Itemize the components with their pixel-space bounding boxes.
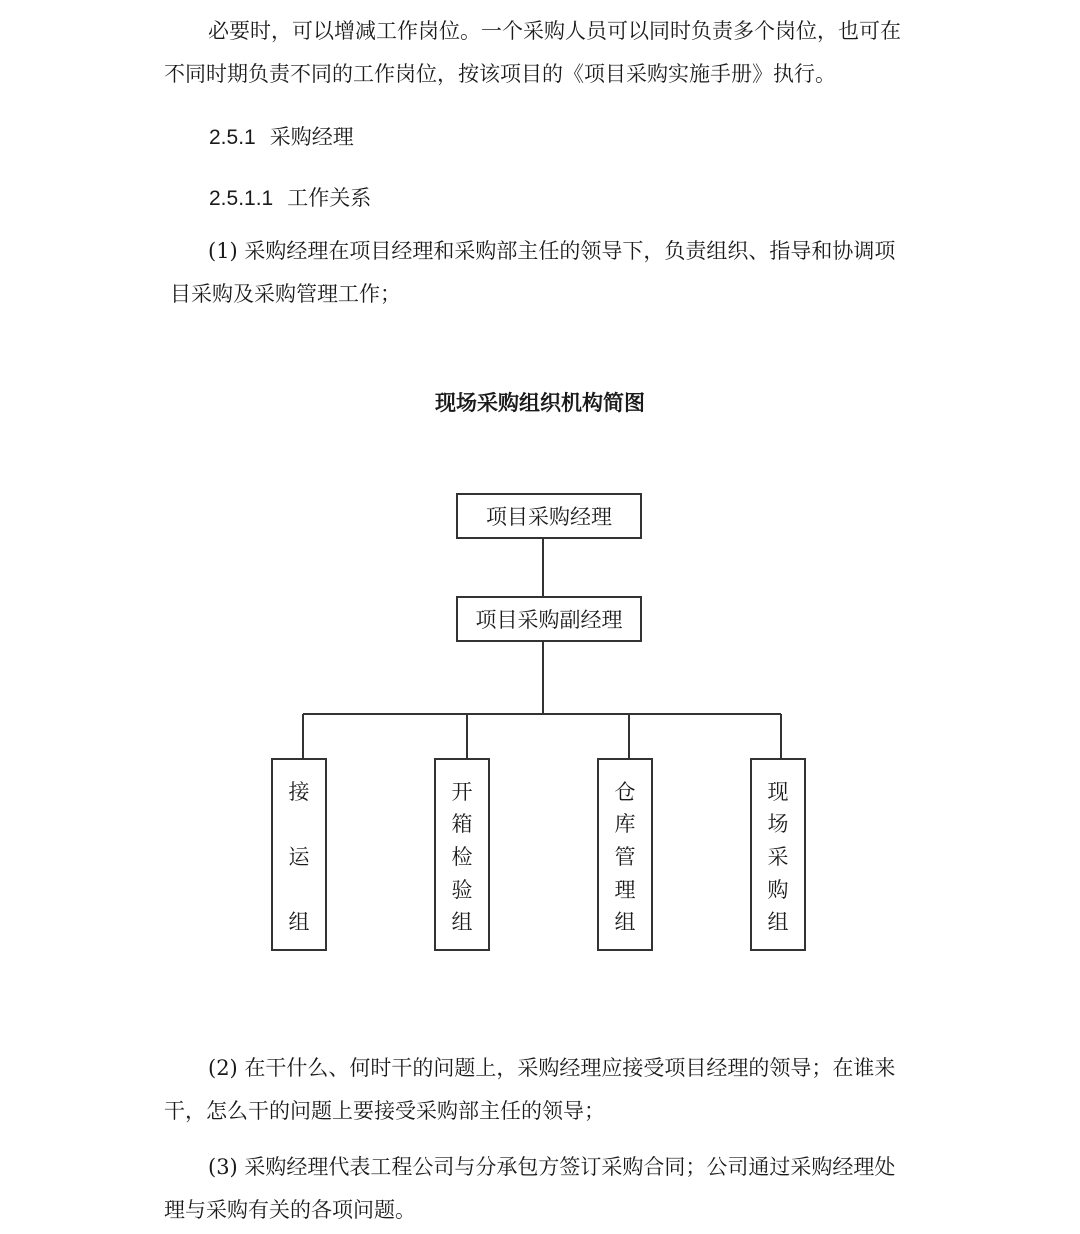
org-box-char: 场 [767, 812, 789, 836]
org-box-char: 现 [767, 780, 789, 804]
subsection-number: 2.5.1.1 [209, 187, 274, 210]
org-box-warehouse-group [597, 758, 653, 951]
paragraph-3-line-2: 理与采购有关的各项问题。 [164, 1198, 416, 1222]
org-box-char: 购 [767, 878, 789, 902]
paragraph-1-line-1: (1) 采购经理在项目经理和采购部主任的领导下，负责组织、指导和协调项 [208, 239, 896, 263]
org-box-char: 组 [288, 910, 310, 934]
org-box-procurement-manager [456, 493, 642, 539]
org-box-deputy-manager-label: 项目采购副经理 [475, 608, 623, 632]
org-box-char: 仓 [614, 780, 636, 804]
org-box-char: 库 [614, 812, 636, 836]
org-box-char: 运 [288, 845, 310, 869]
org-box-transport-group [271, 758, 327, 951]
paragraph-2 [164, 1047, 924, 1133]
org-box-char: 验 [451, 878, 473, 902]
org-box-char: 组 [767, 910, 789, 934]
paragraph-3 [164, 1146, 924, 1232]
org-box-site-procurement-group [750, 758, 806, 951]
org-box-inspection-group [434, 758, 490, 951]
org-box-procurement-manager-label: 项目采购经理 [486, 505, 612, 529]
org-box-char: 开 [451, 780, 473, 804]
intro-line-2: 不同时期负责不同的工作岗位，按该项目的《项目采购实施手册》执行。 [164, 62, 836, 86]
paragraph-2-line-2: 干，怎么干的问题上要接受采购部主任的领导； [164, 1099, 605, 1123]
org-box-char: 组 [614, 910, 636, 934]
section-number: 2.5.1 [209, 126, 256, 149]
paragraph-2-line-1: (2) 在干什么、何时干的问题上，采购经理应接受项目经理的领导；在谁来 [208, 1056, 896, 1080]
paragraph-3-line-1: (3) 采购经理代表工程公司与分承包方签订采购合同；公司通过采购经理处 [208, 1155, 896, 1179]
org-box-char: 理 [614, 878, 636, 902]
org-box-char: 箱 [451, 812, 473, 836]
subsection-title: 工作关系 [287, 186, 372, 210]
org-box-char: 管 [614, 845, 636, 869]
diagram-title: 现场采购组织机构简图 [435, 390, 645, 415]
org-box-char: 组 [451, 910, 473, 934]
org-box-deputy-manager [456, 596, 642, 642]
section-title: 采购经理 [269, 125, 354, 149]
intro-line-1: 必要时，可以增减工作岗位。一个采购人员可以同时负责多个岗位，也可在 [208, 19, 901, 43]
paragraph-1-line-2: 目采购及采购管理工作； [170, 282, 401, 306]
org-box-char: 检 [451, 845, 473, 869]
org-box-char: 采 [767, 845, 789, 869]
org-box-char: 接 [288, 780, 310, 804]
